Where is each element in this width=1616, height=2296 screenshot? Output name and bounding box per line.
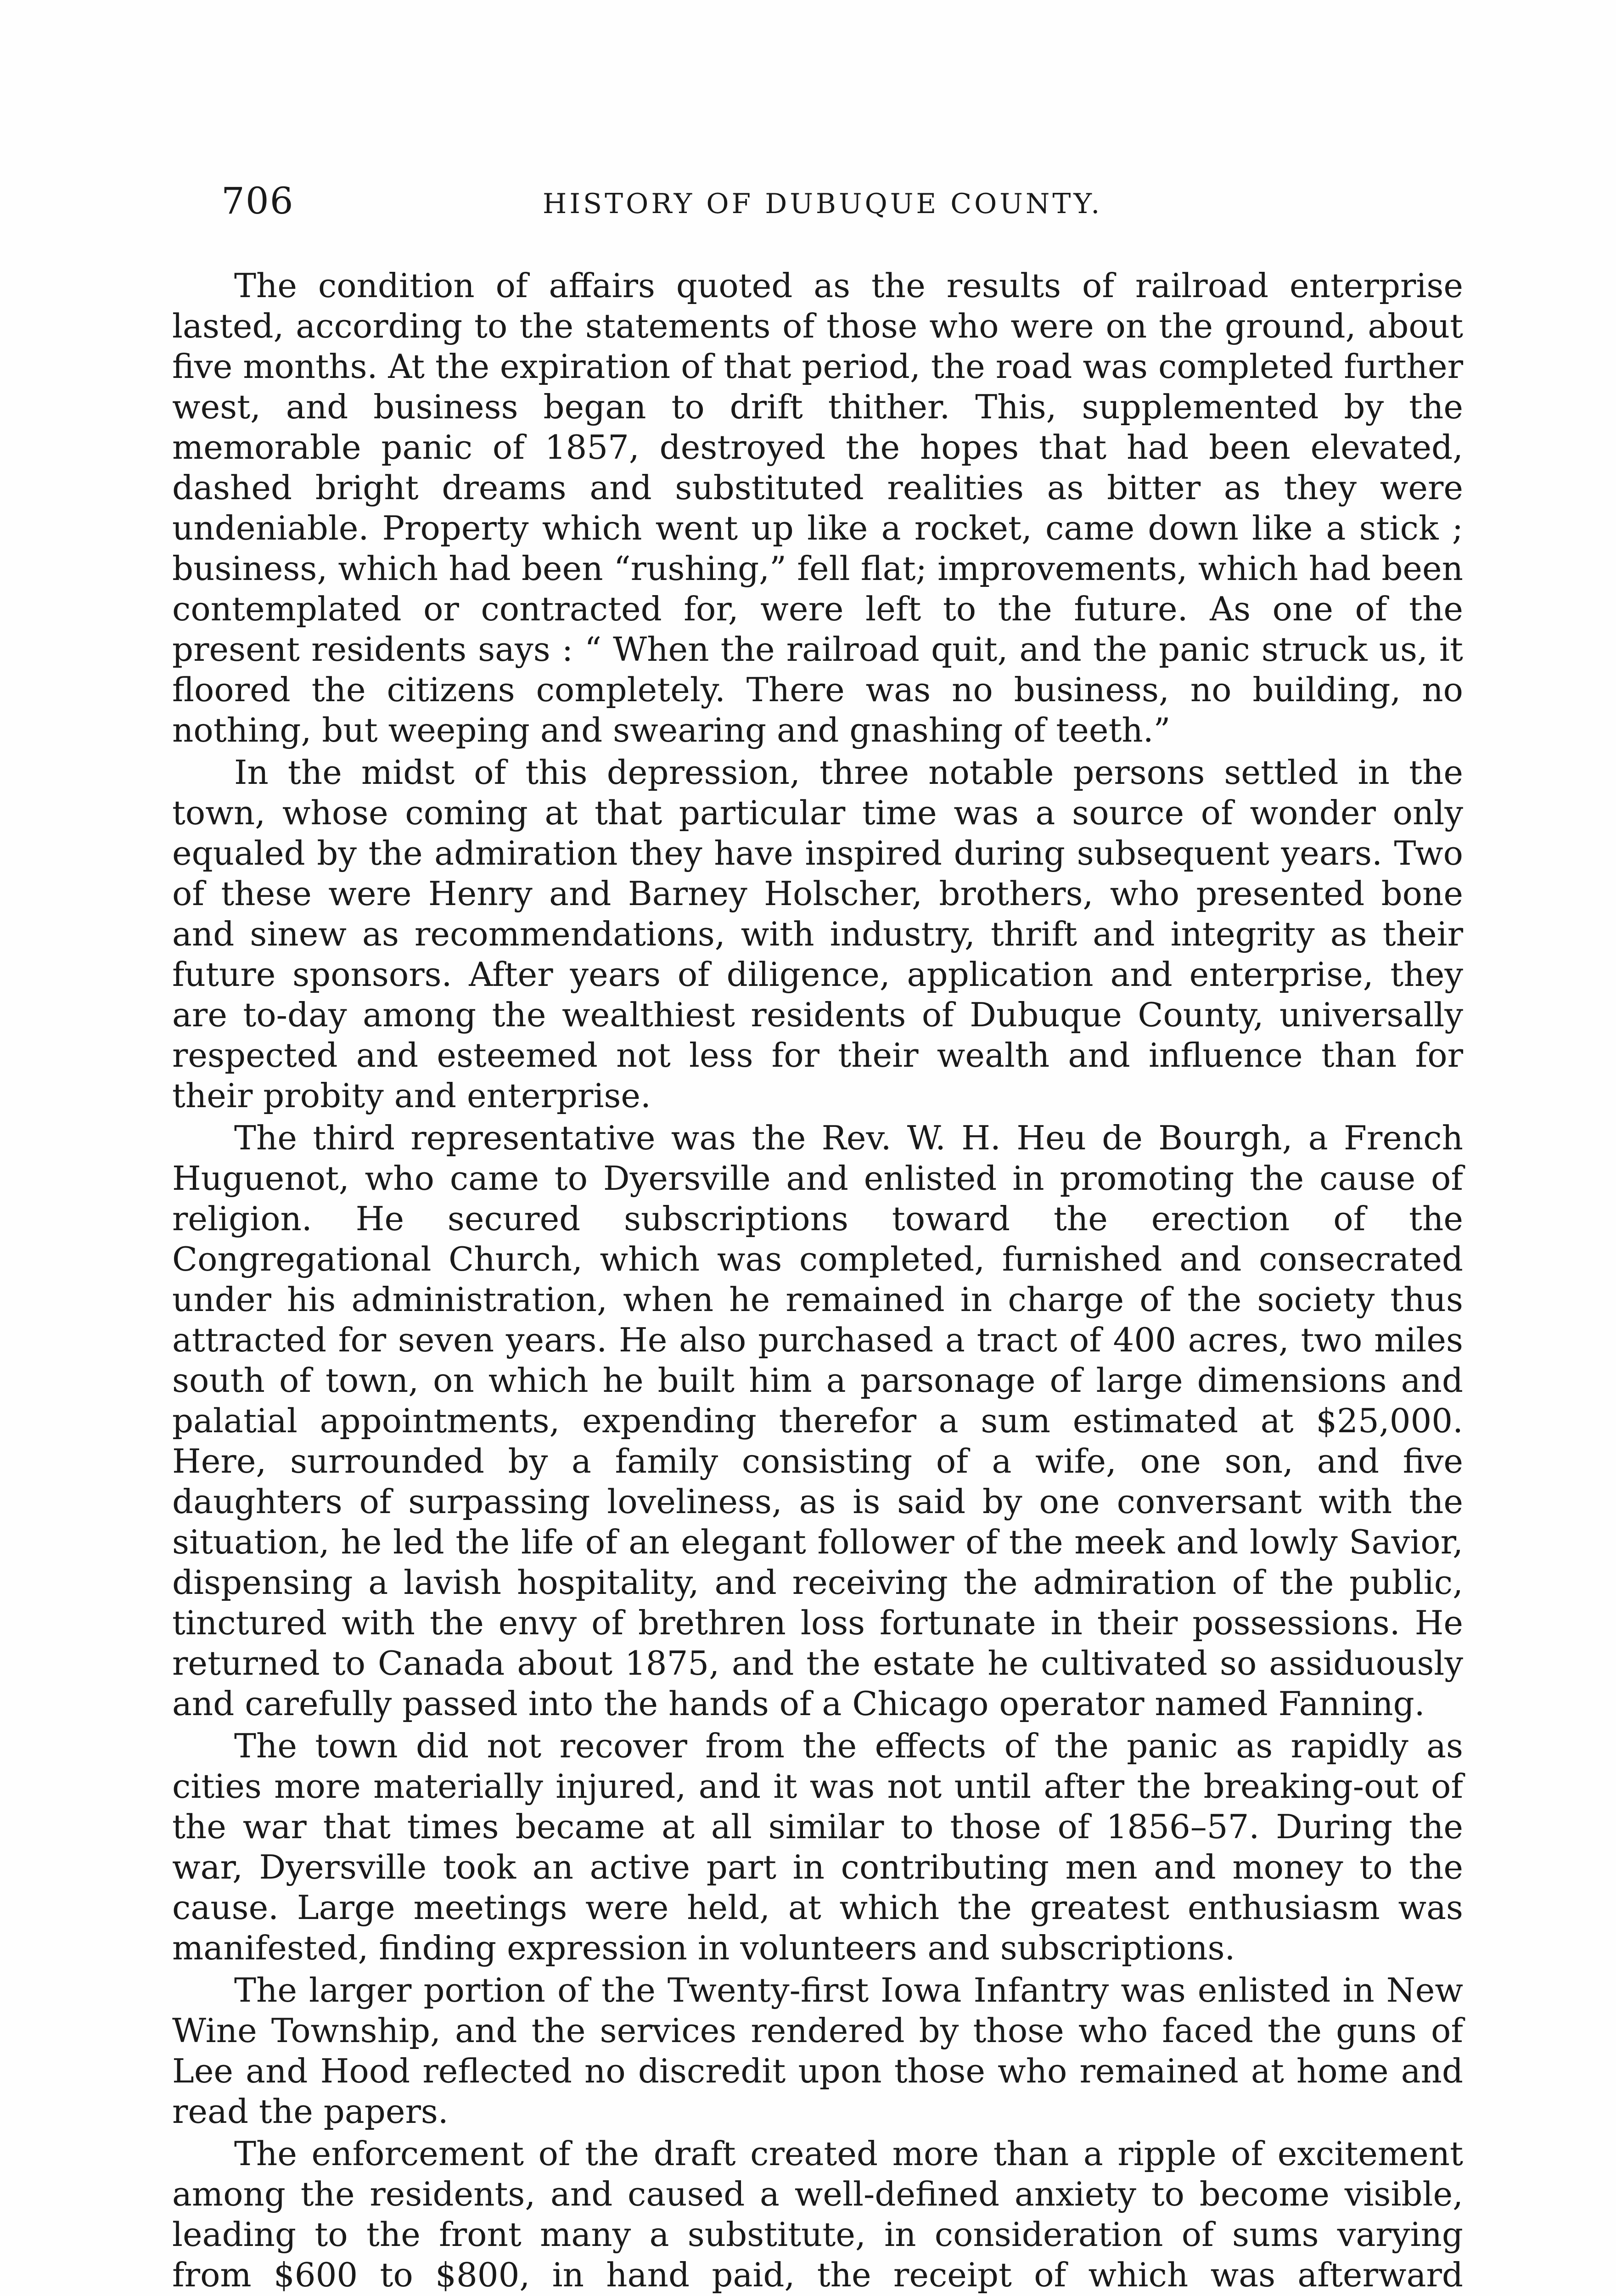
running-title: HISTORY OF DUBUQUE COUNTY. [543, 188, 1103, 220]
paragraph-rev-heu-de-bourgh: The third representative was the Rev. W. H. Heu de Bourgh, a French Huguenot, who came to Dyersville and enlisted in promoting the cause of religion. He secured subscriptions toward the erection of the Congregational Church, which was completed, furnished and consecrated under his administration, when he remained in charge of the society thus attracted for seven years. He also purchased a tract of 400 acres, two miles south of town, on which he built him a parsonage of large dimensions and palatial appointments, expending therefor a sum estimated at $25,000. Here, surrounded by a family consisting of a wife, one son, and five daughters of surpassing loveliness, as is said by one conversant with the situation, he led the life of an elegant follower of the meek and lowly Savior, dispensing a lavish hospitality, and receiving the admiration of the public, tinctured with the envy of brethren loss fortunate in their possessions. He returned to Canada about 1875, and the estate he cultivated so assiduously and carefully passed into the hands of a Chicago operator named Fanning. [172, 1119, 1463, 1723]
paragraph-railroad-panic: The condition of affairs quoted as the results of railroad enterprise lasted, according to the statements of those who were on the ground, about five months. At the expiration of that period, the road was completed further west, and business began to drift thither. This, supplemented by the memorable panic of 1857, destroyed the hopes that had been elevated, dashed bright dreams and substituted realities as bitter as they were undeniable. Property which went up like a rocket, came down like a stick ; business, which had been “rushing,” fell flat; improvements, which had been contemplated or contracted for, were left to the future. As one of the present residents says : “ When the railroad quit, and the panic struck us, it floored the citizens completely. There was no business, no building, no nothing, but weeping and swearing and gnashing of teeth.” [172, 266, 1463, 749]
running-header [221, 178, 1461, 224]
paragraph-iowa-infantry: The larger portion of the Twenty-first Iowa Infantry was enlisted in New Wine Township, and the services rendered by those who faced the guns of Lee and Hood reflected no discredit upon those who remained at home and read the papers. [172, 1971, 1463, 2131]
body-text [172, 265, 1463, 2296]
paragraph-draft-enforcement: The enforcement of the draft created more than a ripple of excitement among the residents, and caused a well-defined anxiety to become visible, leading to the front many a substitute, in consideration of sums varying from $600 to $800, in hand paid, the receipt of which was afterward [172, 2134, 1463, 2294]
paragraph-war-recovery: The town did not recover from the effects of the panic as rapidly as cities more materially injured, and it was not until after the breaking-out of the war that times became at all similar to those of 1856–57. During the war, Dyersville took an active part in contributing men and money to the cause. Large meetings were held, at which the greatest enthusiasm was manifested, finding expression in volunteers and subscriptions. [172, 1727, 1463, 1967]
page-number: 706 [221, 180, 294, 222]
paragraph-holscher-brothers: In the midst of this depression, three notable persons settled in the town, whose coming at that particular time was a source of wonder only equaled by the admiration they have inspired during subsequent years. Two of these were Henry and Barney Holscher, brothers, who presented bone and sinew as recommendations, with industry, thrift and integrity as their future sponsors. After years of diligence, application and enterprise, they are to-day among the wealthiest residents of Dubuque County, universally respected and esteemed not less for their wealth and influence than for their probity and enterprise. [172, 753, 1463, 1115]
